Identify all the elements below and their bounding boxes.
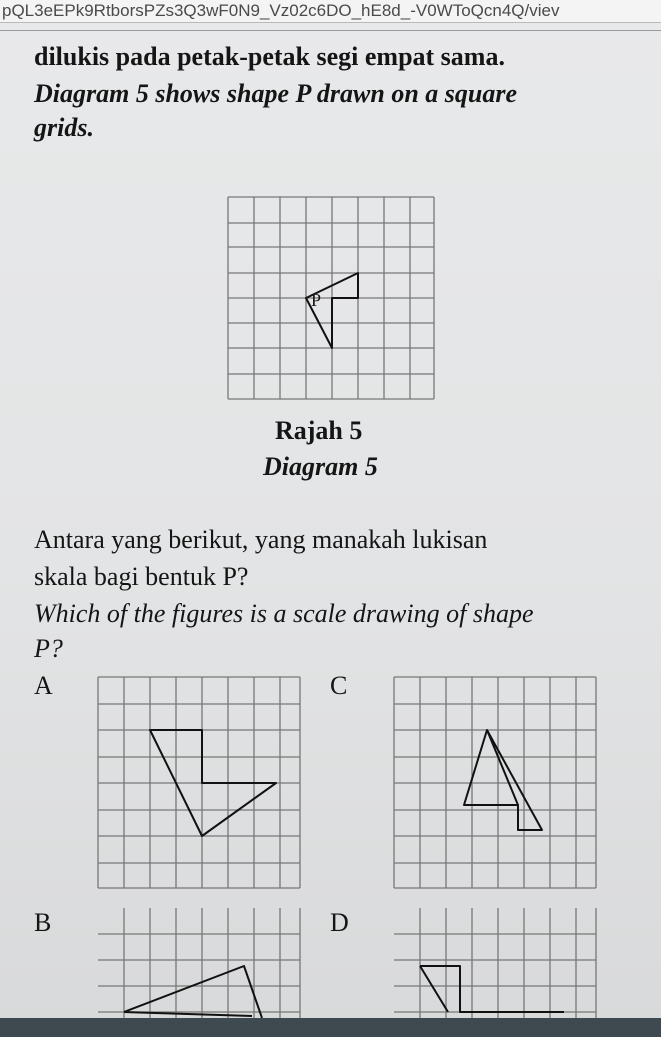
option-d-shape-edge: [420, 966, 448, 1012]
caption-malay: Rajah 5: [275, 416, 363, 445]
question-malay-line-1: Antara yang berikut, yang manakah lukisan: [34, 525, 488, 554]
intro-english-line-1: Diagram 5 shows shape P drawn on a square: [34, 79, 518, 108]
option-c-shape: [487, 730, 542, 830]
option-b-shape: [124, 966, 262, 1018]
option-a-grid[interactable]: [92, 675, 304, 890]
option-a-label[interactable]: A: [34, 671, 53, 700]
option-b-grid[interactable]: [92, 908, 304, 1018]
question-english-line-2: P?: [34, 634, 63, 663]
caption-english: Diagram 5: [263, 452, 378, 481]
option-b-label[interactable]: B: [34, 908, 52, 937]
shape-p-label: P: [311, 290, 322, 310]
question-malay-line-2: skala bagi bentuk P?: [34, 562, 249, 591]
bottom-bar: [0, 1018, 661, 1037]
address-bar[interactable]: pQL3eEPk9RtborsPZs3Q3wF0N9_Vz02c6DO_hE8d_-V0WToQcn4Q/viev: [0, 0, 661, 23]
option-c-grid[interactable]: [388, 675, 600, 890]
option-d-label[interactable]: D: [330, 908, 349, 937]
intro-english-line-2: grids.: [34, 113, 94, 142]
option-d-grid[interactable]: [388, 908, 600, 1018]
option-c-label[interactable]: C: [330, 671, 348, 700]
intro-malay-line: dilukis pada petak-petak segi empat sama.: [34, 42, 505, 71]
question-english-line-1: Which of the figures is a scale drawing of shape: [34, 599, 534, 628]
option-d-shape: [420, 966, 564, 1012]
divider: [0, 30, 661, 31]
diagram-5-grid: [222, 193, 438, 403]
